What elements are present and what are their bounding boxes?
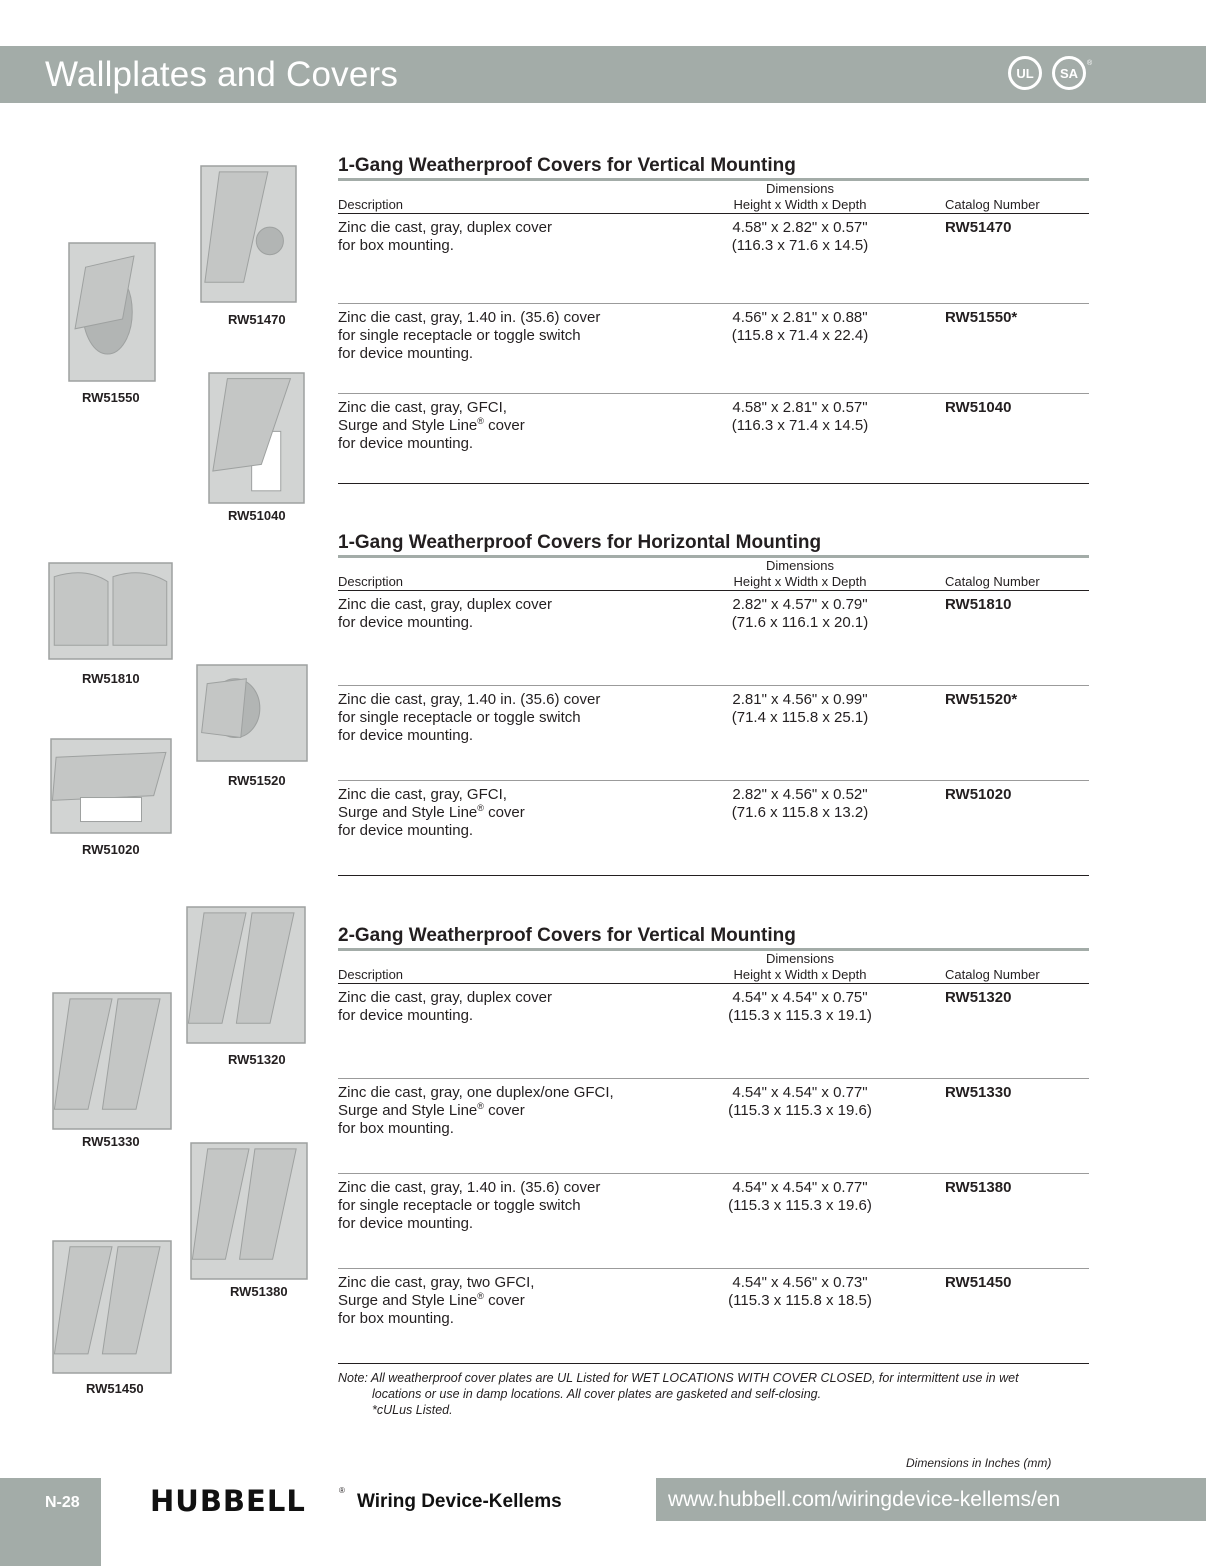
dimensions-inches: 2.81" x 4.56" x 0.99" bbox=[732, 691, 868, 708]
description-text: Surge and Style Line bbox=[338, 1102, 478, 1119]
description-text: cover bbox=[483, 417, 525, 434]
catalog-number: RW51810 bbox=[945, 596, 1012, 613]
description-cell bbox=[338, 399, 718, 453]
product-image-rw51450 bbox=[52, 1240, 172, 1374]
description-line: Zinc die cast, gray, two GFCI, bbox=[338, 1274, 535, 1291]
description-text: cover bbox=[483, 804, 525, 821]
dimensions-cell bbox=[700, 1084, 900, 1120]
product-image-rw51550 bbox=[68, 242, 156, 382]
dimensions-cell bbox=[700, 691, 900, 727]
catalog-number: RW51020 bbox=[945, 786, 1012, 803]
description-cell bbox=[338, 1084, 718, 1138]
dimensions-inches: 2.82" x 4.56" x 0.52" bbox=[732, 786, 868, 803]
page-number: N-28 bbox=[45, 1494, 80, 1511]
product-image-rw51020 bbox=[50, 738, 172, 834]
hubbell-registered-mark: ® bbox=[339, 1486, 345, 1495]
column-headers bbox=[338, 181, 1089, 213]
description-line: Zinc die cast, gray, 1.40 in. (35.6) cover bbox=[338, 1179, 601, 1196]
column-headers bbox=[338, 951, 1089, 983]
dimensions-mm: (71.4 x 115.8 x 25.1) bbox=[731, 709, 869, 726]
catalog-number: RW51380 bbox=[945, 1179, 1012, 1196]
description-text: cover bbox=[483, 1102, 525, 1119]
header-description: Description bbox=[338, 967, 404, 982]
section bbox=[338, 531, 1089, 876]
description-cell bbox=[338, 1274, 718, 1328]
dimensions-mm: (115.3 x 115.8 x 18.5) bbox=[728, 1292, 872, 1309]
description-cell bbox=[338, 691, 718, 745]
dimensions-inches: 4.54" x 4.54" x 0.75" bbox=[732, 989, 868, 1006]
product-label: RW51520 bbox=[228, 773, 286, 788]
catalog-number: RW51550* bbox=[945, 309, 1018, 326]
table-row bbox=[338, 984, 1089, 1079]
header-catalog-number: Catalog Number bbox=[945, 967, 1040, 982]
footer-page-tab bbox=[0, 1478, 101, 1566]
header-dimensions-sub: Height x Width x Depth bbox=[733, 967, 867, 982]
note-line-3: *cULus Listed. bbox=[372, 1403, 453, 1417]
registered-mark: ® bbox=[477, 1101, 484, 1111]
product-image-rw51810 bbox=[48, 562, 173, 660]
header-description: Description bbox=[338, 574, 404, 589]
description-line: for device mounting. bbox=[338, 1007, 474, 1024]
units-note: Dimensions in Inches (mm) bbox=[906, 1456, 1052, 1470]
note bbox=[338, 1370, 1098, 1418]
table-row bbox=[338, 304, 1089, 394]
description-text: Surge and Style Line bbox=[338, 1292, 478, 1309]
description-line: Zinc die cast, gray, duplex cover bbox=[338, 989, 552, 1006]
description-text: Surge and Style Line bbox=[338, 804, 478, 821]
dimensions-inches: 2.82" x 4.57" x 0.79" bbox=[732, 596, 868, 613]
footer-brand bbox=[101, 1478, 656, 1521]
description-cell bbox=[338, 219, 718, 255]
description-line: for device mounting. bbox=[338, 822, 474, 839]
product-image-rw51520 bbox=[196, 664, 308, 762]
dimensions-mm: (116.3 x 71.4 x 14.5) bbox=[731, 417, 869, 434]
description-line: for device mounting. bbox=[338, 614, 474, 631]
catalog-number: RW51520* bbox=[945, 691, 1018, 708]
product-image-rw51330 bbox=[52, 992, 172, 1130]
registered-mark: ® bbox=[477, 416, 484, 426]
header-dimensions-sub: Height x Width x Depth bbox=[733, 197, 867, 212]
catalog-number: RW51330 bbox=[945, 1084, 1012, 1101]
header-dimensions-sub: Height x Width x Depth bbox=[733, 574, 867, 589]
registered-mark: ® bbox=[477, 803, 484, 813]
description-line: for box mounting. bbox=[338, 237, 454, 254]
description-line: for device mounting. bbox=[338, 435, 474, 452]
website-link[interactable]: www.hubbell.com/wiringdevice-kellems/en bbox=[668, 1488, 1061, 1511]
description-line: for device mounting. bbox=[338, 345, 474, 362]
table-row bbox=[338, 1269, 1089, 1364]
header-bar bbox=[0, 46, 1206, 103]
dimensions-inches: 4.54" x 4.56" x 0.73" bbox=[732, 1274, 868, 1291]
dimensions-cell bbox=[700, 1274, 900, 1310]
header-description: Description bbox=[338, 197, 404, 212]
dimensions-inches: 4.56" x 2.81" x 0.88" bbox=[732, 309, 868, 326]
section-title: 1-Gang Weatherproof Covers for Vertical Mounting bbox=[338, 155, 796, 176]
dimensions-mm: (71.6 x 116.1 x 20.1) bbox=[731, 614, 869, 631]
product-label: RW51470 bbox=[228, 312, 286, 327]
dimensions-mm: (71.6 x 115.8 x 13.2) bbox=[731, 804, 869, 821]
product-label: RW51020 bbox=[82, 842, 140, 857]
footer-url-bar bbox=[656, 1478, 1206, 1521]
catalog-number: RW51470 bbox=[945, 219, 1012, 236]
dimensions-inches: 4.54" x 4.54" x 0.77" bbox=[732, 1084, 868, 1101]
description-cell bbox=[338, 596, 718, 632]
dimensions-inches: 4.58" x 2.81" x 0.57" bbox=[732, 399, 868, 416]
dimensions-mm: (115.3 x 115.3 x 19.1) bbox=[728, 1007, 872, 1024]
section-title: 1-Gang Weatherproof Covers for Horizontal Mounting bbox=[338, 532, 822, 553]
description-cell bbox=[338, 309, 718, 363]
description-line: for device mounting. bbox=[338, 727, 474, 744]
header-dimensions: Dimensions bbox=[766, 181, 834, 196]
column-headers bbox=[338, 558, 1089, 590]
description-cell bbox=[338, 786, 718, 840]
description-cell bbox=[338, 1179, 718, 1233]
product-label: RW51040 bbox=[228, 508, 286, 523]
description-line: for single receptacle or toggle switch bbox=[338, 327, 581, 344]
table-row bbox=[338, 1079, 1089, 1174]
product-image-rw51470 bbox=[200, 165, 297, 303]
registered-mark: ® bbox=[477, 1291, 484, 1301]
brand-subtitle: Wiring Device-Kellems bbox=[357, 1491, 562, 1512]
description-line bbox=[338, 1292, 718, 1310]
dimensions-cell bbox=[700, 786, 900, 822]
description-line: Zinc die cast, gray, 1.40 in. (35.6) cover bbox=[338, 309, 601, 326]
dimensions-inches: 4.54" x 4.54" x 0.77" bbox=[732, 1179, 868, 1196]
description-text: Surge and Style Line bbox=[338, 417, 478, 434]
note-line-2: locations or use in damp locations. All cover plates are gasketed and self-closing. bbox=[372, 1387, 822, 1401]
description-line: Zinc die cast, gray, duplex cover bbox=[338, 596, 552, 613]
description-cell bbox=[338, 989, 718, 1025]
table-row bbox=[338, 1174, 1089, 1269]
description-line bbox=[338, 1102, 718, 1120]
header-catalog-number: Catalog Number bbox=[945, 574, 1040, 589]
csa-certification-logo: SA bbox=[1052, 56, 1086, 90]
note-line-1: Note: All weatherproof cover plates are UL Listed for WET LOCATIONS WITH COVER CLOSED, for intermittent use in wet bbox=[338, 1371, 1019, 1385]
table-row bbox=[338, 591, 1089, 686]
csa-registered-mark: ® bbox=[1087, 60, 1093, 67]
description-line: for box mounting. bbox=[338, 1310, 454, 1327]
dimensions-inches: 4.58" x 2.82" x 0.57" bbox=[732, 219, 868, 236]
page-title: Wallplates and Covers bbox=[45, 55, 399, 94]
description-line: for single receptacle or toggle switch bbox=[338, 1197, 581, 1214]
description-line: Zinc die cast, gray, GFCI, bbox=[338, 786, 507, 803]
table-row bbox=[338, 394, 1089, 484]
description-line: Zinc die cast, gray, GFCI, bbox=[338, 399, 507, 416]
dimensions-mm: (115.3 x 115.3 x 19.6) bbox=[728, 1197, 872, 1214]
ul-certification-logo: UL bbox=[1008, 56, 1042, 90]
dimensions-mm: (116.3 x 71.6 x 14.5) bbox=[731, 237, 869, 254]
description-line: Zinc die cast, gray, duplex cover bbox=[338, 219, 552, 236]
dimensions-cell bbox=[700, 399, 900, 435]
header-dimensions: Dimensions bbox=[766, 951, 834, 966]
dimensions-cell bbox=[700, 219, 900, 255]
header-catalog-number: Catalog Number bbox=[945, 197, 1040, 212]
description-line bbox=[338, 417, 718, 435]
description-line bbox=[338, 804, 718, 822]
header-dimensions: Dimensions bbox=[766, 558, 834, 573]
description-line: for box mounting. bbox=[338, 1120, 454, 1137]
product-label: RW51550 bbox=[82, 390, 140, 405]
dimensions-cell bbox=[700, 1179, 900, 1215]
table-row bbox=[338, 781, 1089, 876]
product-image-rw51040 bbox=[208, 372, 305, 504]
dimensions-cell bbox=[700, 309, 900, 345]
hubbell-logo: HUBBELL bbox=[150, 1484, 306, 1518]
dimensions-mm: (115.8 x 71.4 x 22.4) bbox=[731, 327, 869, 344]
product-label: RW51380 bbox=[230, 1284, 288, 1299]
description-line: for device mounting. bbox=[338, 1215, 474, 1232]
product-image-rw51380 bbox=[190, 1142, 308, 1280]
dimensions-mm: (115.3 x 115.3 x 19.6) bbox=[728, 1102, 872, 1119]
product-label: RW51450 bbox=[86, 1381, 144, 1396]
description-line: Zinc die cast, gray, 1.40 in. (35.6) cover bbox=[338, 691, 601, 708]
product-image-rw51320 bbox=[186, 906, 306, 1044]
catalog-number: RW51320 bbox=[945, 989, 1012, 1006]
section bbox=[338, 154, 1089, 484]
dimensions-cell bbox=[700, 989, 900, 1025]
section bbox=[338, 924, 1089, 1364]
product-label: RW51320 bbox=[228, 1052, 286, 1067]
description-line: Zinc die cast, gray, one duplex/one GFCI, bbox=[338, 1084, 614, 1101]
product-label: RW51810 bbox=[82, 671, 140, 686]
dimensions-cell bbox=[700, 596, 900, 632]
description-line: for single receptacle or toggle switch bbox=[338, 709, 581, 726]
section-title: 2-Gang Weatherproof Covers for Vertical Mounting bbox=[338, 925, 796, 946]
table-row bbox=[338, 214, 1089, 304]
catalog-number: RW51040 bbox=[945, 399, 1012, 416]
product-label: RW51330 bbox=[82, 1134, 140, 1149]
table-row bbox=[338, 686, 1089, 781]
catalog-number: RW51450 bbox=[945, 1274, 1012, 1291]
description-text: cover bbox=[483, 1292, 525, 1309]
